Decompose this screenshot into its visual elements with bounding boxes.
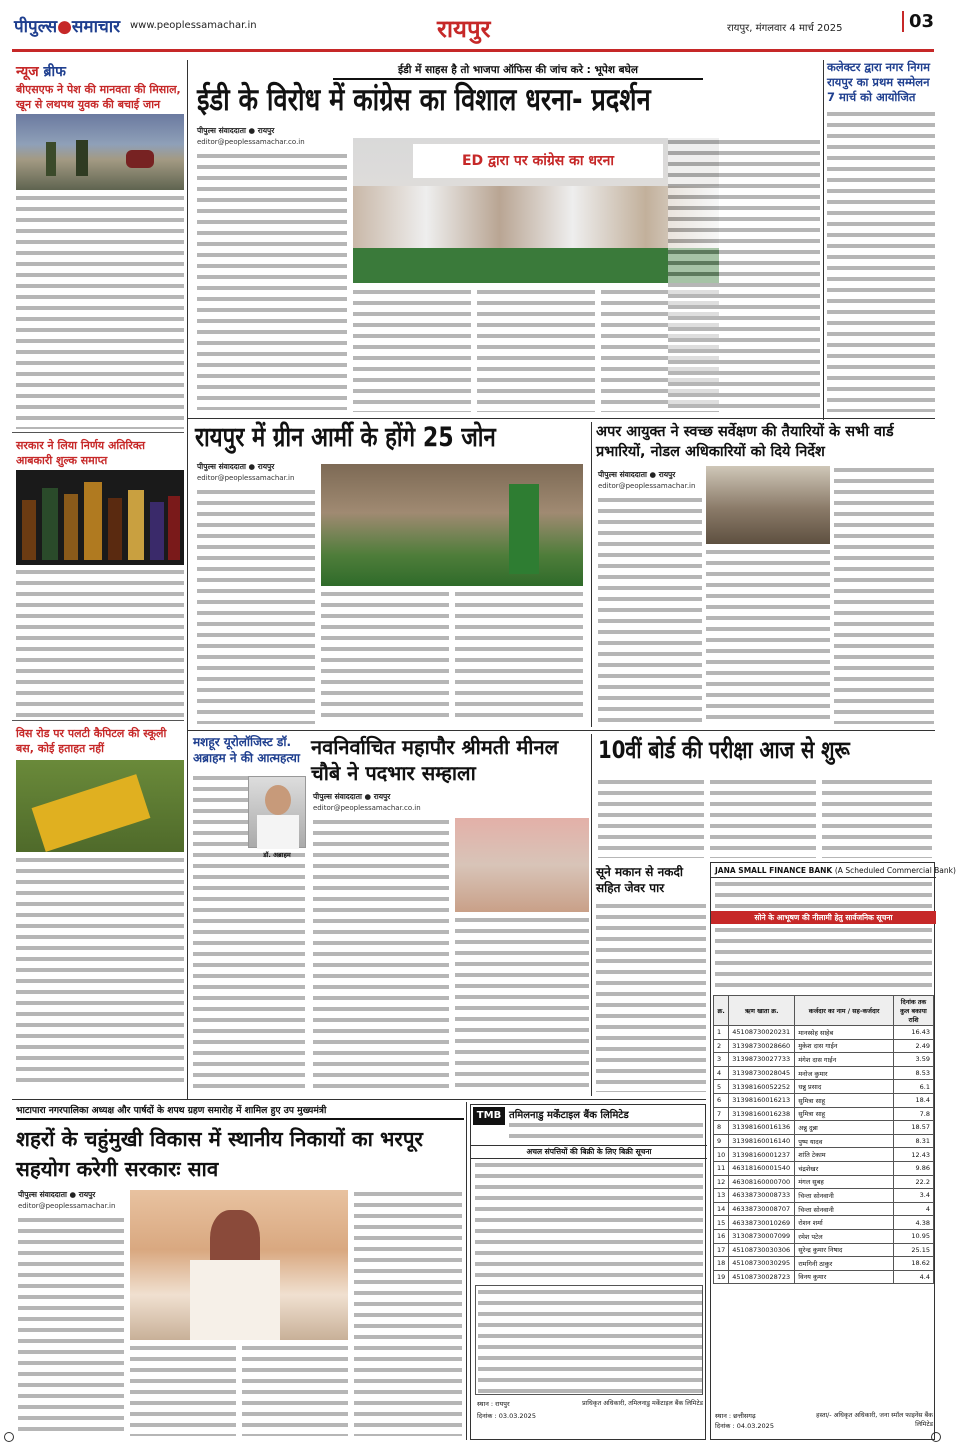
mayor-photo [455, 818, 589, 912]
mayor-byline: पीपुल्स संवाददाता ● रायपुर [313, 792, 391, 801]
registration-mark [4, 1432, 14, 1442]
table-cell-sn: 6 [714, 1093, 729, 1107]
table-cell-amt: 8.53 [894, 1066, 934, 1080]
table-cell-name: रोशन शर्मा [795, 1216, 894, 1230]
brand-left: पीपुल्स [14, 17, 58, 37]
bhatapara-body-col4 [354, 1190, 462, 1436]
table-cell-sn: 16 [714, 1229, 729, 1243]
tmb-logo: TMB [473, 1107, 505, 1125]
board-exam-headline: 10वीं बोर्ड की परीक्षा आज से शुरू [598, 736, 850, 764]
ed-photo-banner: ED द्वारा पर कांग्रेस का धरना [413, 144, 663, 178]
ed-body-col5 [668, 138, 820, 408]
ed-body-col1 [197, 152, 347, 410]
table-cell-sn: 10 [714, 1148, 729, 1162]
table-cell-acc: 31398160052252 [729, 1080, 795, 1094]
table-cell-amt: 10.95 [894, 1229, 934, 1243]
table-cell-acc: 46308160000700 [729, 1175, 795, 1189]
table-cell-name: सुरेन्द्र कुमार निषाद [795, 1243, 894, 1257]
table-cell-sn: 2 [714, 1039, 729, 1053]
bhatapara-email: editor@peoplessamachar.in [18, 1202, 116, 1210]
board-exam-body-col3 [822, 778, 932, 858]
green-army-headline: रायपुर में ग्रीन आर्मी के होंगे 25 जोन [195, 422, 496, 453]
commissioner-body-col1 [598, 496, 702, 724]
ed-headline: ईडी के विरोध में कांग्रेस का विशाल धरना- प्रदर्शन [197, 82, 651, 118]
collector-body [827, 110, 935, 412]
table-cell-name: पुष्प यादव [795, 1134, 894, 1148]
mayor-body-col2 [455, 916, 589, 1094]
table-cell-name: रामगिनी ठाकुर [795, 1257, 894, 1271]
table-cell-amt: 18.4 [894, 1093, 934, 1107]
jana-address [715, 880, 932, 910]
table-row [714, 1202, 934, 1216]
page-number: 03 [902, 11, 934, 32]
ed-email: editor@peoplessamachar.co.in [197, 138, 305, 146]
table-cell-acc: 31308730007099 [729, 1229, 795, 1243]
jana-date: दिनांक : 04.03.2025 [715, 1422, 774, 1430]
theft-body [596, 902, 706, 1092]
table-cell-amt: 4.4 [894, 1270, 934, 1284]
green-army-body-col1 [197, 488, 315, 724]
brief-2-photo [16, 470, 184, 565]
table-cell-name: सुमित्रा साहू [795, 1093, 894, 1107]
green-army-byline: पीपुल्स संवाददाता ● रायपुर [197, 462, 275, 471]
table-cell-acc: 31398730028660 [729, 1039, 795, 1053]
commissioner-story [596, 422, 935, 727]
table-cell-name: चिन्ता सोनवानी [795, 1202, 894, 1216]
table-row [714, 1148, 934, 1162]
table-cell-acc: 46338730010269 [729, 1216, 795, 1230]
tmb-notice-text [475, 1161, 703, 1281]
table-cell-sn: 9 [714, 1134, 729, 1148]
bhatapara-body-col1 [18, 1216, 124, 1436]
table-cell-acc: 31398160016140 [729, 1134, 795, 1148]
ed-byline: पीपुल्स संवाददाता ● रायपुर [197, 126, 275, 135]
mayor-email: editor@peoplessamachar.co.in [313, 804, 421, 812]
table-cell-amt: 2.49 [894, 1039, 934, 1053]
table-row [714, 1216, 934, 1230]
table-cell-acc: 46338730008707 [729, 1202, 795, 1216]
table-cell-acc: 46338730008733 [729, 1189, 795, 1203]
table-row [714, 1053, 934, 1067]
jana-place: स्थान : छत्तीसगढ़ [715, 1412, 756, 1420]
mayor-story [311, 734, 589, 1096]
table-cell-sn: 5 [714, 1080, 729, 1094]
table-row [714, 1026, 934, 1040]
brief-2-headline: सरकार ने लिया निर्णय अतिरिक्त आबकारी शुल्क समाप्त [16, 439, 146, 467]
table-cell-amt: 22.2 [894, 1175, 934, 1189]
table-cell-name: रमेश पटेल [795, 1229, 894, 1243]
table-cell-amt: 18.62 [894, 1257, 934, 1271]
table-row [714, 1257, 934, 1271]
tmb-place: स्थान : रायपुर [477, 1400, 510, 1408]
table-cell-sn: 12 [714, 1175, 729, 1189]
table-cell-name: शांति टेकाम [795, 1148, 894, 1162]
table-cell-acc: 31398730027733 [729, 1053, 795, 1067]
jana-bank-name: JANA SMALL FINANCE BANK (A Scheduled Commercial Bank) [711, 863, 936, 878]
commissioner-byline: पीपुल्स संवाददाता ● रायपुर [598, 470, 676, 479]
board-exam-body-col2 [710, 778, 816, 858]
jana-notice-title: सोने के आभूषण की नीलामी हेतु सार्वजनिक सूचना [711, 911, 936, 924]
table-cell-acc: 31398160016136 [729, 1121, 795, 1135]
bhatapara-byline: पीपुल्स संवाददाता ● रायपुर [18, 1190, 96, 1199]
table-cell-name: मनोज कुमार [795, 1066, 894, 1080]
table-cell-sn: 3 [714, 1053, 729, 1067]
table-cell-name: विनय कुमार [795, 1270, 894, 1284]
table-row [714, 1270, 934, 1284]
table-row [714, 1229, 934, 1243]
table-row [714, 1066, 934, 1080]
table-row [714, 1243, 934, 1257]
commissioner-body-col2 [706, 548, 830, 724]
ed-body-col2 [353, 288, 471, 412]
brief-1-headline: बीएसएफ ने पेश की मानवता की मिसाल, खून से लथपथ युवक की बचाई जान [16, 83, 181, 111]
bhatapara-body-col2 [130, 1344, 236, 1436]
table-row [714, 1121, 934, 1135]
table-cell-amt: 7.8 [894, 1107, 934, 1121]
tmb-detail-box [475, 1285, 703, 1395]
table-row [714, 1175, 934, 1189]
bhatapara-kicker: भाटापारा नगरपालिका अध्यक्ष और पार्षदों के शपथ ग्रहण समारोह में शामिल हुए उप मुख्यमंत्री [16, 1104, 464, 1120]
table-cell-sn: 15 [714, 1216, 729, 1230]
collector-headline: कलेक्टर द्वारा नगर निगम रायपुर का प्रथम सम्मेलन 7 मार्च को आयोजित [827, 60, 930, 104]
bhatapara-body-col3 [242, 1344, 348, 1436]
green-army-story [193, 422, 589, 727]
table-cell-amt: 3.4 [894, 1189, 934, 1203]
table-cell-amt: 6.1 [894, 1080, 934, 1094]
tmb-address [509, 1121, 703, 1143]
tmb-name: तमिलनाडु मर्केंटाइल बैंक लिमिटेड [509, 1110, 629, 1121]
table-cell-sn: 19 [714, 1270, 729, 1284]
mayor-headline: नवनिर्वाचित महापौर श्रीमती मीनल चौबे ने पदभार सम्हाला [311, 735, 559, 785]
table-cell-name: मंगेश दास गाईन [795, 1053, 894, 1067]
tmb-date: दिनांक : 03.03.2025 [477, 1412, 536, 1420]
table-cell-acc: 31398730028045 [729, 1066, 795, 1080]
bhatapara-photo [130, 1190, 348, 1340]
table-cell-amt: 3.59 [894, 1053, 934, 1067]
commissioner-headline: अपर आयुक्त ने स्वच्छ सर्वेक्षण की तैयारियों के सभी वार्ड प्रभारियों, नोडल अधिकारियों को दिये निर्देश [596, 424, 894, 460]
commissioner-photo [706, 466, 830, 544]
masthead [12, 10, 934, 52]
table-row [714, 1080, 934, 1094]
news-brief-label: न्यूज ब्रीफ [16, 64, 66, 80]
table-cell-sn: 7 [714, 1107, 729, 1121]
collector-story [827, 60, 935, 415]
table-cell-sn: 14 [714, 1202, 729, 1216]
dateline: रायपुर, मंगलवार 4 मार्च 2025 [727, 23, 843, 34]
jana-bank-notice [710, 862, 956, 1440]
table-row [714, 1161, 934, 1175]
commissioner-email: editor@peoplessamachar.in [598, 482, 696, 490]
table-row [714, 1107, 934, 1121]
ed-protest-photo [353, 138, 719, 283]
commissioner-body-col3 [834, 466, 934, 724]
table-cell-name: चिन्ता सोनवानी [795, 1189, 894, 1203]
table-cell-name: चंद्रशेखर [795, 1161, 894, 1175]
table-cell-name: मंगल सुबह [795, 1175, 894, 1189]
table-row [714, 1093, 934, 1107]
table-cell-amt: 4.38 [894, 1216, 934, 1230]
table-cell-sn: 8 [714, 1121, 729, 1135]
table-cell-amt: 25.15 [894, 1243, 934, 1257]
website[interactable]: www.peoplessamachar.in [130, 20, 257, 31]
brief-1-photo [16, 114, 184, 190]
brief-2-body [16, 568, 184, 718]
board-exam-story [596, 734, 935, 860]
table-cell-acc: 31398160016213 [729, 1093, 795, 1107]
green-army-photo [321, 464, 583, 586]
bhatapara-headline: शहरों के चहुंमुखी विकास में स्थानीय निकायों का भरपूर सहयोग करेगी सरकारः साव [16, 1127, 423, 1181]
table-cell-amt: 12.43 [894, 1148, 934, 1162]
green-army-body-col2 [321, 590, 449, 724]
table-cell-sn: 13 [714, 1189, 729, 1203]
bhatapara-story [12, 1102, 464, 1440]
brief-3-photo [16, 760, 184, 852]
brief-3-body [16, 856, 184, 1086]
theft-headline: सूने मकान से नकदी सहित जेवर पार [596, 865, 683, 895]
jana-notice-text [715, 926, 932, 992]
table-cell-acc: 31398160001237 [729, 1148, 795, 1162]
table-row [714, 1039, 934, 1053]
table-row [714, 1189, 934, 1203]
jana-signoff: हस्ता/- अधिकृत अधिकारी, जना स्मॉल फाइनेंस बैंक लिमिटेड [816, 1412, 933, 1428]
green-army-body-col3 [455, 590, 583, 724]
table-cell-sn: 17 [714, 1243, 729, 1257]
table-cell-name: मानस्सेह साहेब [795, 1026, 894, 1040]
table-cell-acc: 45108730030306 [729, 1243, 795, 1257]
urologist-caption: डॉ. अब्राहम [263, 851, 291, 859]
brief-3-headline: विस रोड पर पलटी कैपिटल की स्कूली बस, कोई हताहत नहीं [16, 727, 167, 755]
table-cell-sn: 18 [714, 1257, 729, 1271]
urologist-photo [248, 776, 306, 848]
table-cell-name: धन्नु प्रसाद [795, 1080, 894, 1094]
ed-kicker: ईडी में साहस है तो भाजपा ऑफिस की जांच करे : भूपेश बघेल [333, 60, 703, 80]
table-cell-acc: 45108730030295 [729, 1257, 795, 1271]
jana-auction-table: क्र. ऋण खाता क्र. कर्जदार का नाम / सह-कर्जदार दिनांक तक कुल बकाया राशि 1 45108730020231 मानस्सेह साहेब 16.43 2 31398730028660 मुकेश दास गाईन 2.49 3 31398730027733 मंगेश दास गाईन 3.59 4 31398730028045 मनोज कुमार 8.53 5 31398160052252 धन्नु प्रसाद 6.1 6 31398160016213 सुमित्रा साहू 18.4 7 31398160016238 सुमित्रा साहू 7.8 8 31398160016136 अन्नु दुन्ना 18.57 9 31398160016140 पुष्प यादव 8.31 10 31398160001237 शांति टेकाम 12.43 11 46318160001540 चंद्रशेखर 9.86 12 46308160000700 मंगल सुबह 22.2 13 46338730008733 चिन्ता सोनवानी 3.4 14 46338730008707 चिन्ता सोनवानी 4 15 46338730010269 रोशन शर्मा 4.38 16 31308730007099 रमेश पटेल 10.95 17 45108730030306 सुरेन्द्र कुमार निषाद 25.15 18 45108730030295 रामगिनी ठाकुर 18.62 19 45108730028723 विनय कुमार 4.4 [713, 995, 934, 1284]
table-cell-acc: 45108730020231 [729, 1026, 795, 1040]
brand-logo: पीपुल्स●समाचार [14, 17, 121, 37]
urologist-headline: मशहूर यूरोलॉजिस्ट डॉ. अब्राहम ने की आत्महत्या [193, 735, 300, 765]
table-cell-amt: 18.57 [894, 1121, 934, 1135]
table-cell-amt: 9.86 [894, 1161, 934, 1175]
table-cell-amt: 16.43 [894, 1026, 934, 1040]
table-cell-acc: 45108730028723 [729, 1270, 795, 1284]
tmb-sub: अचल संपत्तियों की बिक्री के लिए बिक्री सूचना [471, 1145, 707, 1159]
table-cell-name: सुमित्रा साहू [795, 1107, 894, 1121]
table-cell-amt: 4 [894, 1202, 934, 1216]
table-row [714, 1134, 934, 1148]
board-exam-body-col1 [598, 778, 704, 858]
table-cell-sn: 4 [714, 1066, 729, 1080]
table-cell-name: अन्नु दुन्ना [795, 1121, 894, 1135]
registration-mark [931, 1432, 941, 1442]
brand-right: समाचार [71, 17, 121, 37]
city-name: रायपुर [437, 15, 491, 43]
table-cell-name: मुकेश दास गाईन [795, 1039, 894, 1053]
table-cell-amt: 8.31 [894, 1134, 934, 1148]
news-brief-column [12, 60, 184, 1100]
tmb-signoff: प्राधिकृत अधिकारी, तमिलनाडु मर्केंटाइल बैंक लिमिटेड [582, 1400, 703, 1407]
table-cell-sn: 1 [714, 1026, 729, 1040]
mayor-body-col1 [313, 818, 449, 1094]
ed-body-col3 [477, 288, 595, 412]
table-cell-sn: 11 [714, 1161, 729, 1175]
table-cell-acc: 31398160016238 [729, 1107, 795, 1121]
table-cell-acc: 46318160001540 [729, 1161, 795, 1175]
tmb-notice [470, 1104, 706, 1440]
ed-story [193, 60, 733, 415]
brief-1-body [16, 194, 184, 429]
theft-story [596, 864, 706, 1096]
green-army-email: editor@peoplessamachar.in [197, 474, 295, 482]
